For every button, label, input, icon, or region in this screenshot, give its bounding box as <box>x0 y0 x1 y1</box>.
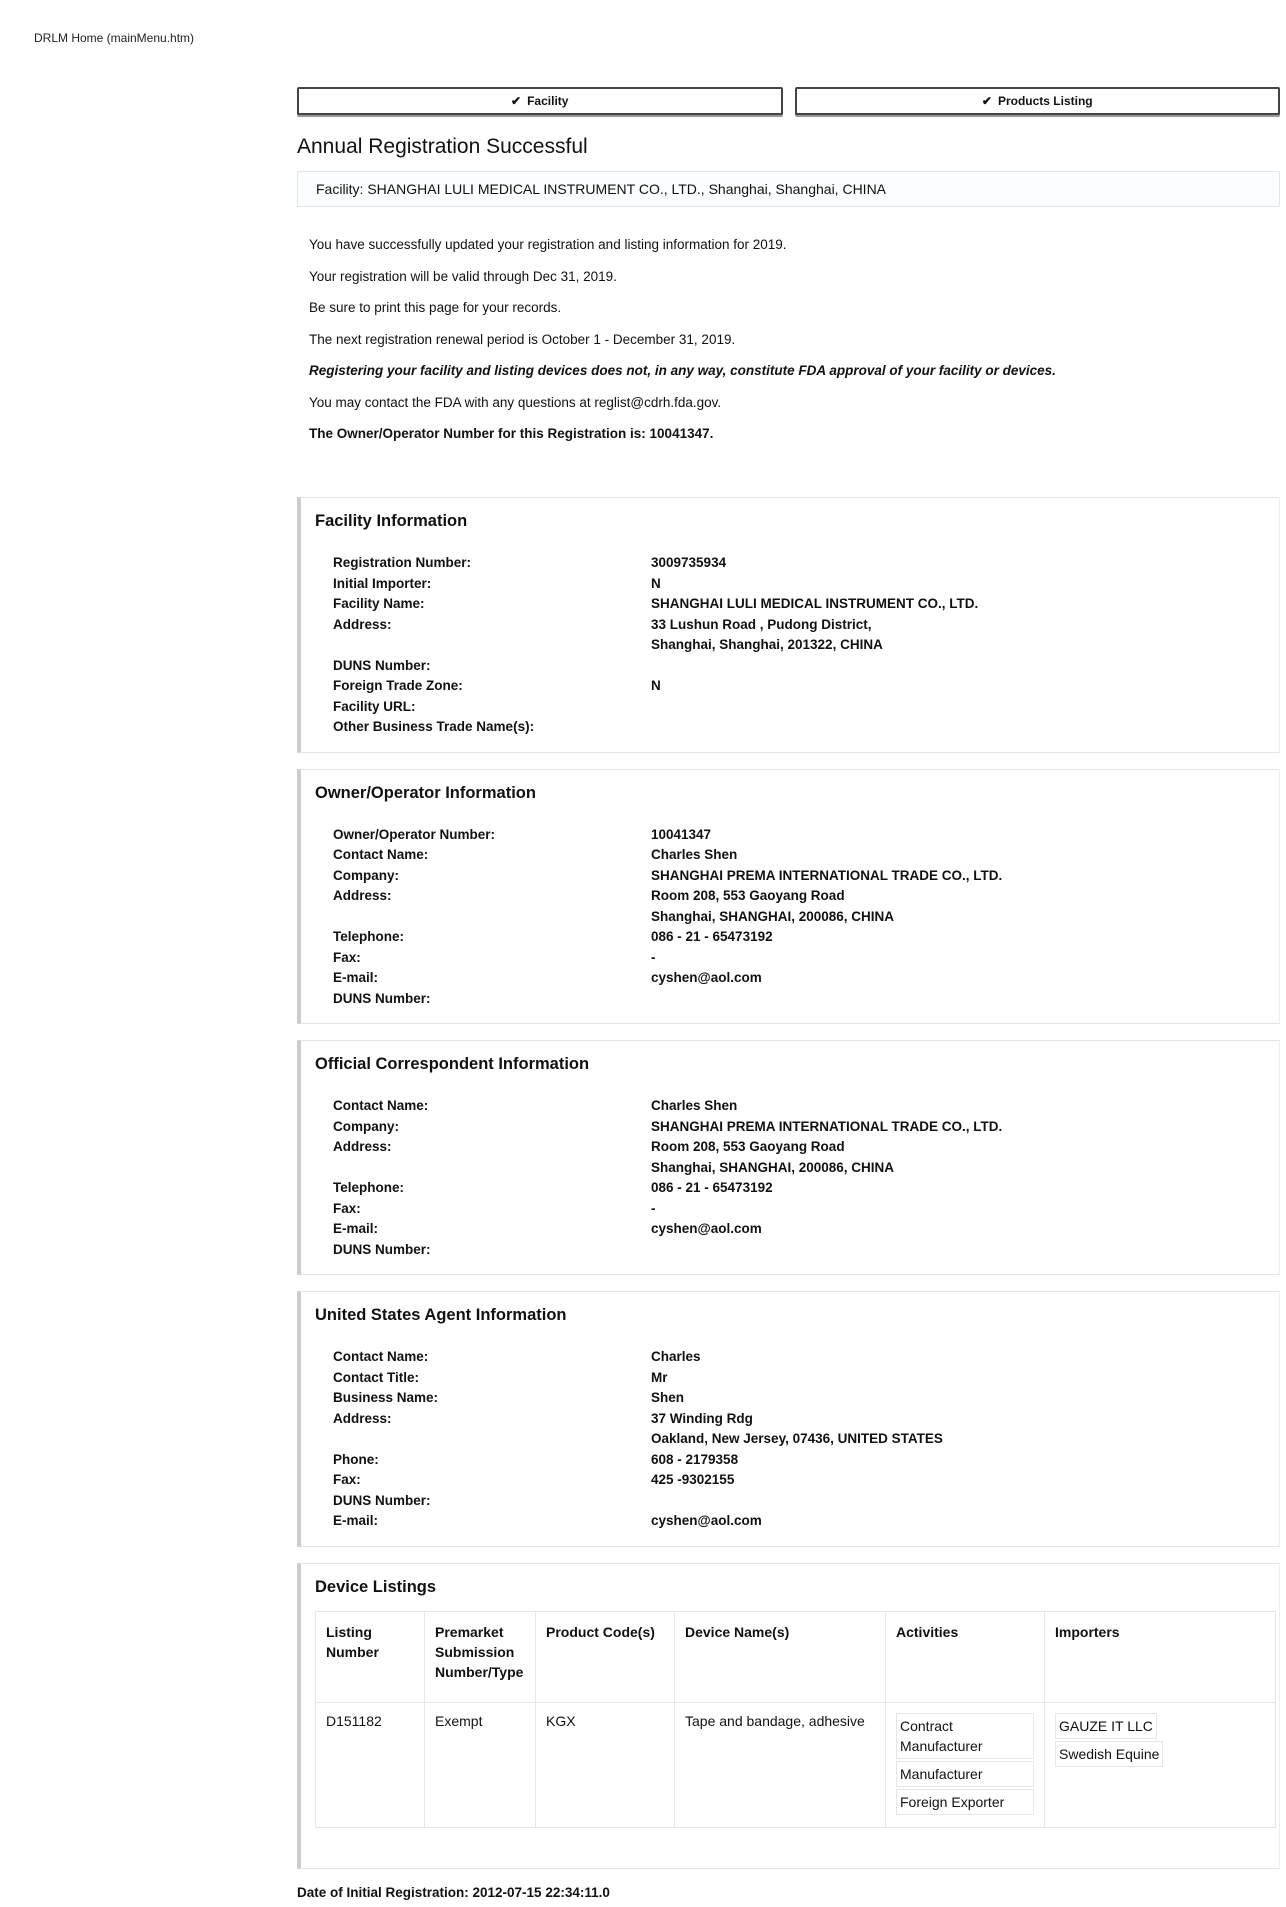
field-value-line: Mr <box>651 1369 668 1385</box>
field-value <box>651 594 1279 615</box>
field-label: Telephone: <box>333 1180 405 1195</box>
field-value-line: Charles <box>651 1349 701 1364</box>
info-row <box>315 866 1279 887</box>
info-row <box>315 697 1279 718</box>
info-row <box>315 1470 1279 1491</box>
tab-products-listing[interactable] <box>795 87 1281 115</box>
info-row <box>315 1388 1279 1409</box>
field-value-line: 425 -9302155 <box>651 1472 735 1487</box>
field-value-line: 10041347 <box>651 826 712 842</box>
field-value-line <box>651 1240 1279 1261</box>
info-row <box>315 1511 1279 1532</box>
col-listing-number: Listing Number <box>316 1611 425 1702</box>
field-label: Registration Number: <box>333 555 472 570</box>
field-label: DUNS Number: <box>333 1241 431 1257</box>
field-label: Contact Name: <box>333 1349 429 1364</box>
field-label: Contact Name: <box>333 1098 429 1113</box>
field-value <box>651 676 1279 697</box>
info-sections <box>297 497 1280 1547</box>
field-value-line: SHANGHAI PREMA INTERNATIONAL TRADE CO., LTD. <box>651 1118 1003 1134</box>
info-row <box>315 825 1279 846</box>
info-row <box>315 594 1279 615</box>
info-row <box>315 676 1279 697</box>
field-value-line <box>651 656 1279 677</box>
field-label: Address: <box>333 1410 392 1426</box>
owner-operator-information-section <box>297 769 1280 1025</box>
info-row <box>315 553 1279 574</box>
field-value <box>651 866 1279 887</box>
field-value <box>651 1470 1279 1491</box>
premarket: Exempt <box>425 1702 536 1827</box>
field-label: Fax: <box>333 1200 361 1216</box>
info-row <box>315 845 1279 866</box>
field-value-line <box>651 697 1279 718</box>
info-row <box>315 989 1279 1010</box>
activity-item: Contract Manufacturer <box>896 1713 1034 1759</box>
info-row <box>315 968 1279 989</box>
tab-label: Products Listing <box>997 94 1093 108</box>
info-row <box>315 1240 1279 1261</box>
device-listings-table <box>315 1611 1276 1828</box>
tab-bar <box>297 87 1280 115</box>
device-listings-section <box>297 1563 1280 1869</box>
message-disclaimer: Registering your facility and listing devices does not, in any way, constitute FDA approval of your facility or devices. <box>309 363 1056 378</box>
col-device-names: Device Name(s) <box>675 1611 886 1702</box>
importer-item: Swedish Equine <box>1055 1741 1163 1767</box>
info-row <box>315 1178 1279 1199</box>
field-value-line: cyshen@aol.com <box>651 970 762 985</box>
activity-item: Manufacturer <box>896 1761 1034 1787</box>
field-value <box>651 1450 1279 1471</box>
field-value <box>651 615 1279 656</box>
field-value-line: 086 - 21 - 65473192 <box>651 929 773 944</box>
field-value-line: Oakland, New Jersey, 07436, UNITED STATES <box>651 1431 943 1446</box>
message-valid-through: Your registration will be valid through Dec 31, 2019. <box>309 268 617 284</box>
field-value <box>651 656 1279 677</box>
field-label: Address: <box>333 616 392 632</box>
activities <box>886 1702 1045 1827</box>
message-owner-number: The Owner/Operator Number for this Registration is: 10041347. <box>309 426 714 441</box>
field-value-line: SHANGHAI PREMA INTERNATIONAL TRADE CO., LTD. <box>651 867 1003 883</box>
field-label: Address: <box>333 1139 392 1154</box>
field-value <box>651 1117 1279 1138</box>
field-value-line: cyshen@aol.com <box>651 1513 762 1528</box>
field-label: Address: <box>333 888 392 903</box>
field-label: Telephone: <box>333 929 405 944</box>
info-row <box>315 717 1279 738</box>
info-row <box>315 948 1279 969</box>
info-row <box>315 1219 1279 1240</box>
message-contact: You may contact the FDA with any questions at reglist@cdrh.fda.gov. <box>309 394 722 410</box>
field-value-line: 3009735934 <box>651 555 727 570</box>
field-value-line: N <box>651 678 661 693</box>
importers <box>1045 1702 1276 1827</box>
messages <box>297 207 1280 441</box>
field-value <box>651 1409 1279 1450</box>
field-label: Company: <box>333 867 400 883</box>
field-label: E-mail: <box>333 970 379 985</box>
page-title: Annual Registration Successful <box>297 135 588 158</box>
main-content <box>297 87 1280 1900</box>
field-label: Facility URL: <box>333 698 416 714</box>
info-row <box>315 1450 1279 1471</box>
listing-number: D151182 <box>316 1702 425 1827</box>
home-link[interactable]: DRLM Home (mainMenu.htm) <box>34 31 195 45</box>
field-value <box>651 825 1279 846</box>
field-value-line: cyshen@aol.com <box>651 1221 762 1236</box>
section-title: Facility Information <box>315 512 468 530</box>
field-value <box>651 948 1279 969</box>
section-title: Device Listings <box>315 1577 437 1596</box>
field-value-line: Room 208, 553 Gaoyang Road <box>651 888 845 903</box>
field-value <box>651 697 1279 718</box>
field-value-line: 086 - 21 - 65473192 <box>651 1180 773 1195</box>
info-row <box>315 927 1279 948</box>
field-value-line: N <box>651 575 661 591</box>
col-premarket: Premarket Submission Number/Type <box>425 1611 536 1702</box>
field-value <box>651 1240 1279 1261</box>
tab-label: Facility <box>527 94 569 108</box>
importer-item: GAUZE IT LLC <box>1055 1713 1157 1739</box>
tab-facility[interactable] <box>297 87 783 115</box>
col-activities: Activities <box>886 1611 1045 1702</box>
field-label: DUNS Number: <box>333 1492 431 1508</box>
message-print: Be sure to print this page for your records. <box>309 300 562 315</box>
check-icon: ✔ <box>981 94 992 108</box>
info-row <box>315 1347 1279 1368</box>
info-row <box>315 574 1279 595</box>
field-value-line: Shanghai, Shanghai, 201322, CHINA <box>651 637 883 652</box>
field-value <box>651 553 1279 574</box>
field-value-line: 33 Lushun Road , Pudong District, <box>651 616 872 632</box>
col-product-codes: Product Code(s) <box>536 1611 675 1702</box>
field-label: Other Business Trade Name(s): <box>333 719 535 734</box>
field-label: Phone: <box>333 1451 379 1467</box>
field-label: Fax: <box>333 949 361 965</box>
field-value <box>651 1137 1279 1178</box>
field-value <box>651 574 1279 595</box>
info-row <box>315 1117 1279 1138</box>
table-row <box>316 1702 1276 1827</box>
field-value-line: - <box>651 949 656 965</box>
section-title: Owner/Operator Information <box>315 783 536 802</box>
field-value-line: Charles Shen <box>651 847 738 862</box>
activity-item: Foreign Exporter <box>896 1789 1034 1815</box>
info-row <box>315 886 1279 927</box>
field-label: E-mail: <box>333 1221 379 1236</box>
official-correspondent-information-section <box>297 1040 1280 1275</box>
field-value-line: 608 - 2179358 <box>651 1451 739 1467</box>
field-label: Business Name: <box>333 1390 439 1405</box>
field-value-line: SHANGHAI LULI MEDICAL INSTRUMENT CO., LTD. <box>651 596 979 611</box>
field-label: E-mail: <box>333 1513 379 1528</box>
field-value <box>651 1511 1279 1532</box>
field-value-line: Shanghai, SHANGHAI, 200086, CHINA <box>651 1159 895 1175</box>
message-success: You have successfully updated your registration and listing information for 2019. <box>309 237 787 252</box>
field-value-line: Shanghai, SHANGHAI, 200086, CHINA <box>651 908 895 924</box>
field-value <box>651 1096 1279 1117</box>
field-value-line: Charles Shen <box>651 1098 738 1113</box>
field-value-line <box>651 1491 1279 1512</box>
field-value-line <box>651 989 1279 1010</box>
united-states-agent-information-section <box>297 1291 1280 1547</box>
initial-registration-date: Date of Initial Registration: 2012-07-15 22:34:11.0 <box>297 1884 610 1900</box>
field-value-line: - <box>651 1200 656 1216</box>
info-row <box>315 615 1279 656</box>
info-row <box>315 1137 1279 1178</box>
field-label: Owner/Operator Number: <box>333 826 496 842</box>
field-value <box>651 1388 1279 1409</box>
field-value <box>651 927 1279 948</box>
field-label: Company: <box>333 1118 400 1134</box>
field-label: Initial Importer: <box>333 575 432 591</box>
field-label: Contact Title: <box>333 1369 420 1385</box>
field-label: DUNS Number: <box>333 990 431 1006</box>
field-value <box>651 717 1279 738</box>
field-value <box>651 989 1279 1010</box>
info-row <box>315 1491 1279 1512</box>
field-value <box>651 1219 1279 1240</box>
field-value-line: 37 Winding Rdg <box>651 1410 753 1426</box>
info-row <box>315 1096 1279 1117</box>
field-value <box>651 1178 1279 1199</box>
info-row <box>315 1368 1279 1389</box>
field-value <box>651 1347 1279 1368</box>
col-importers: Importers <box>1045 1611 1276 1702</box>
device-names: Tape and bandage, adhesive <box>675 1702 886 1827</box>
field-value-line: Shen <box>651 1390 685 1405</box>
info-row <box>315 1409 1279 1450</box>
field-label: Facility Name: <box>333 596 425 611</box>
field-value <box>651 886 1279 927</box>
section-title: Official Correspondent Information <box>315 1055 590 1073</box>
field-value-line: Room 208, 553 Gaoyang Road <box>651 1139 845 1154</box>
message-renewal: The next registration renewal period is October 1 - December 31, 2019. <box>309 331 736 347</box>
facility-information-section <box>297 497 1280 753</box>
info-row <box>315 656 1279 677</box>
check-icon: ✔ <box>511 94 522 108</box>
field-value <box>651 845 1279 866</box>
field-value <box>651 1368 1279 1389</box>
facility-banner: Facility: SHANGHAI LULI MEDICAL INSTRUMENT CO., LTD., Shanghai, Shanghai, CHINA <box>297 171 1280 207</box>
field-value <box>651 1491 1279 1512</box>
section-title: United States Agent Information <box>315 1306 567 1324</box>
field-label: Contact Name: <box>333 847 429 862</box>
field-value <box>651 1199 1279 1220</box>
info-row <box>315 1199 1279 1220</box>
field-label: Foreign Trade Zone: <box>333 678 463 693</box>
product-codes: KGX <box>536 1702 675 1827</box>
field-label: Fax: <box>333 1472 361 1487</box>
field-label: DUNS Number: <box>333 657 431 673</box>
field-value-line <box>651 717 1279 738</box>
field-value <box>651 968 1279 989</box>
